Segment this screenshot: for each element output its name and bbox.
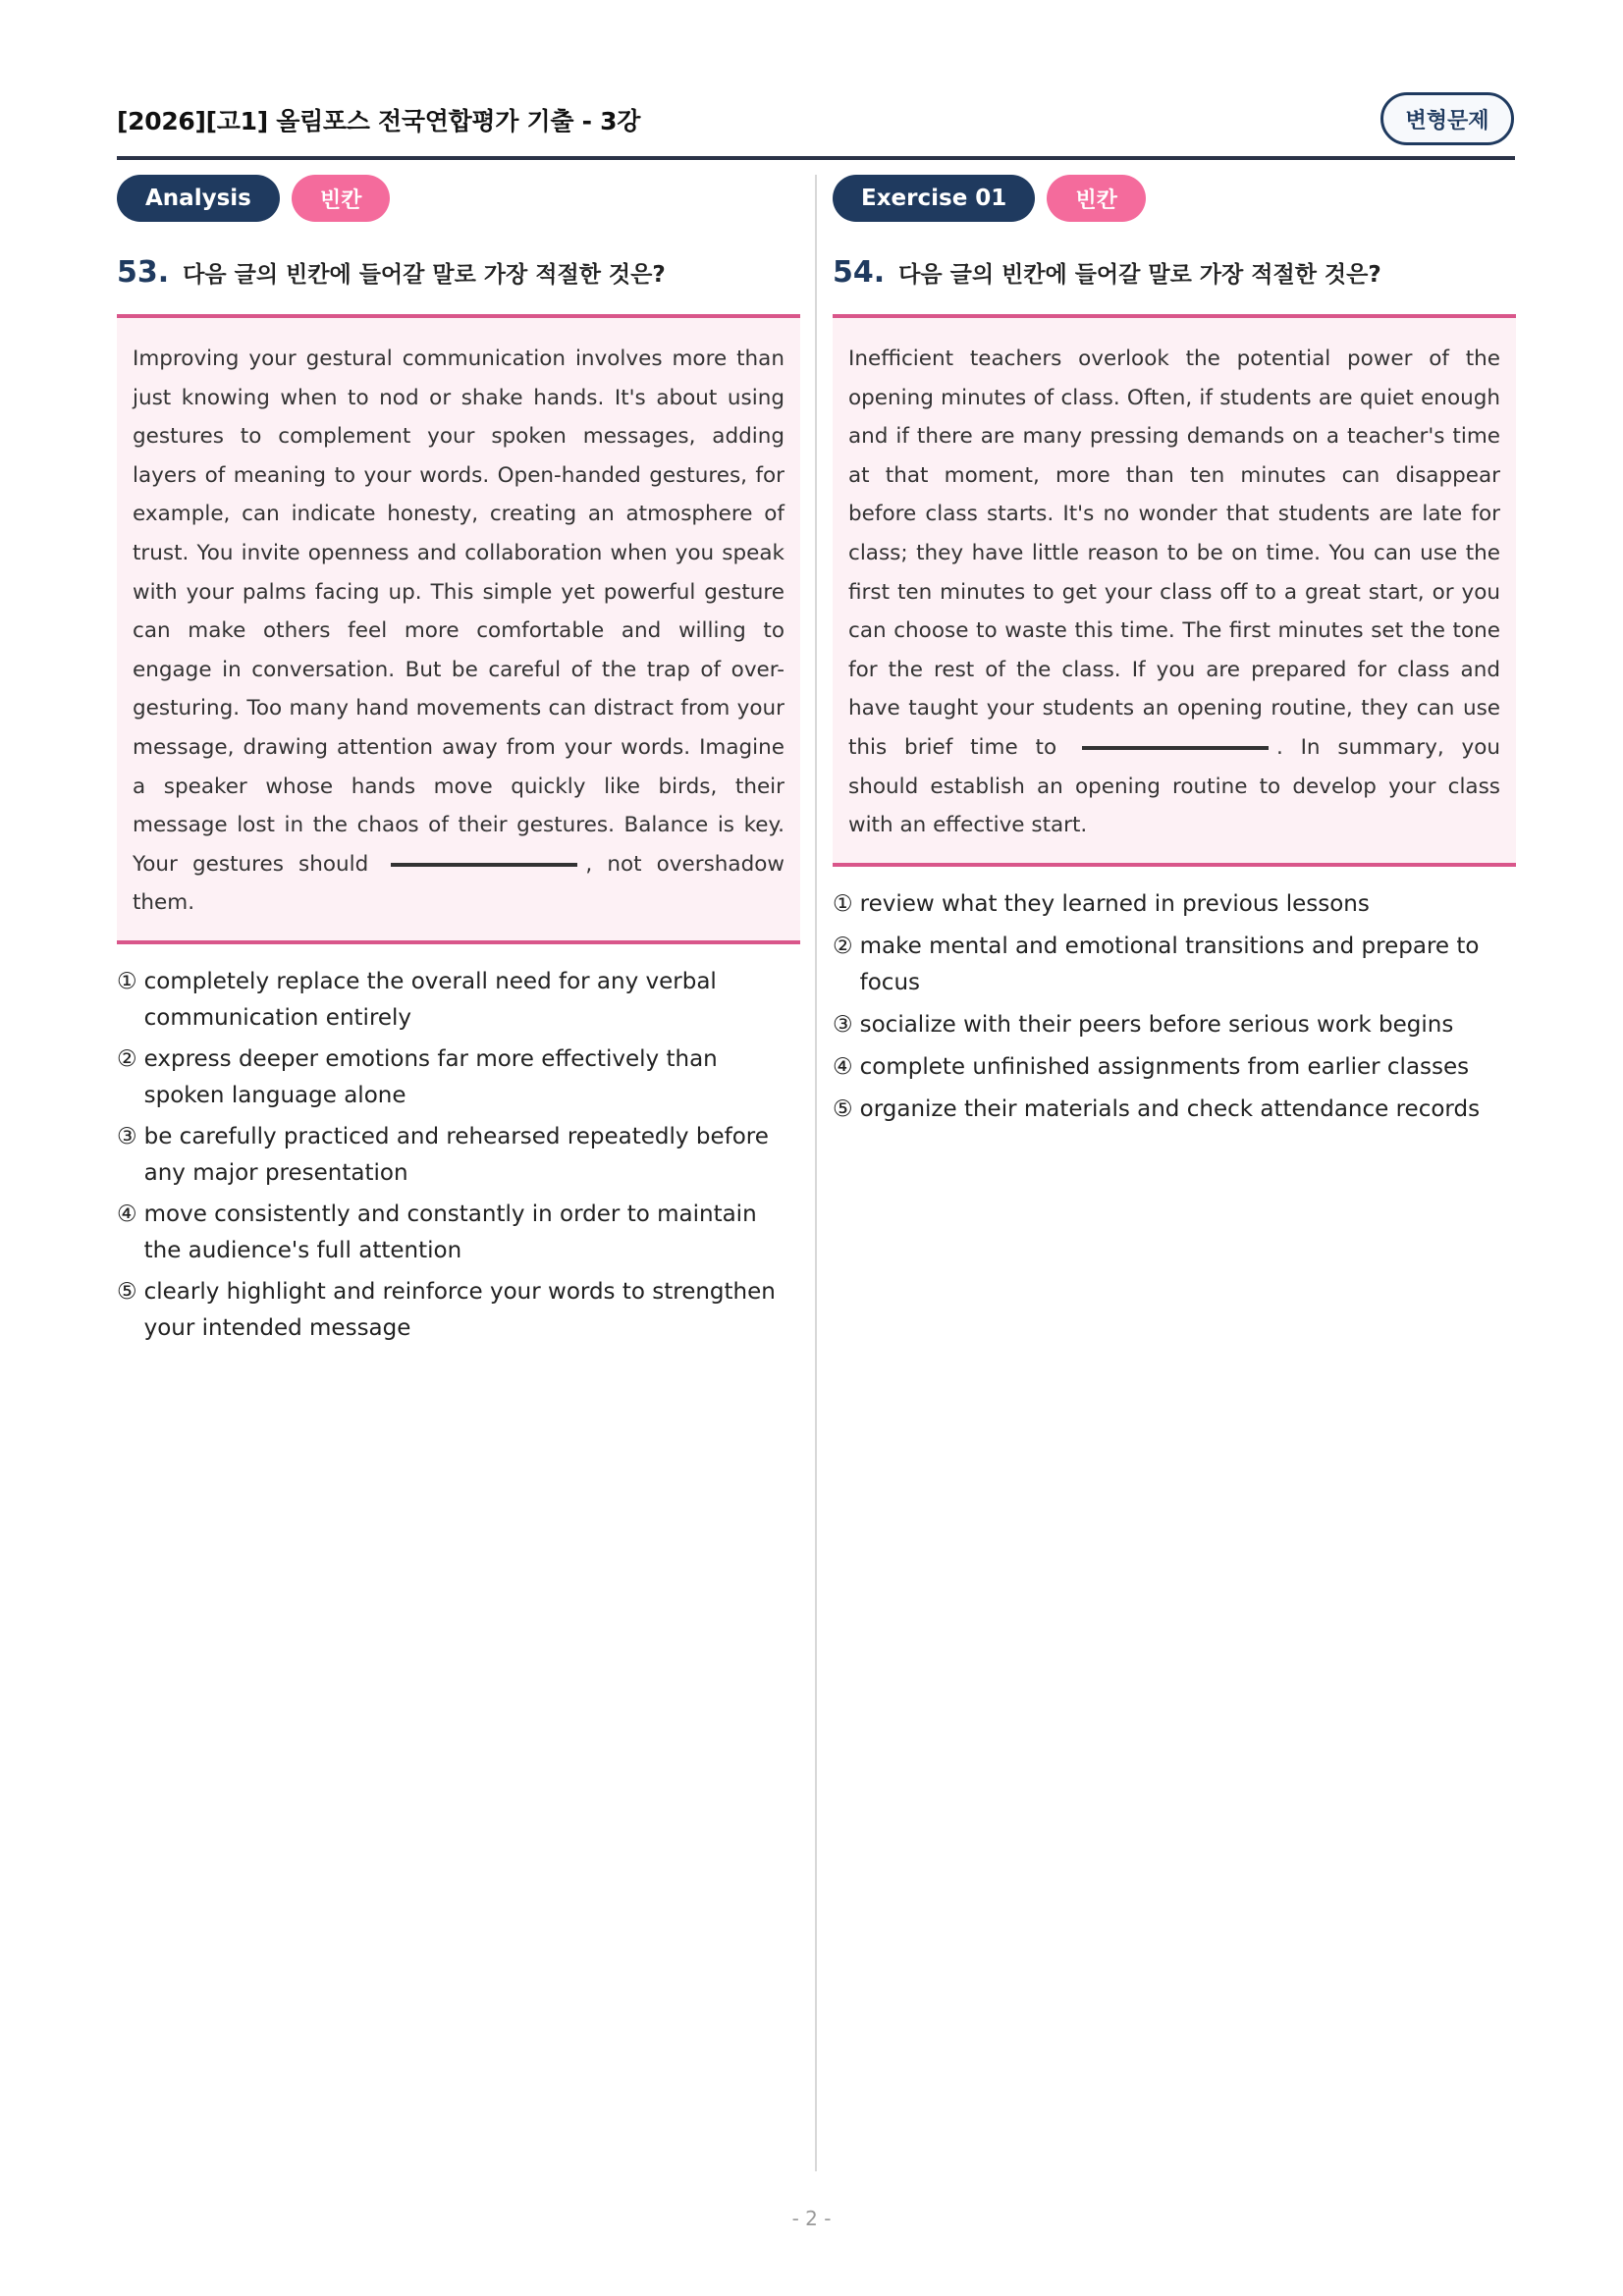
passage-box bbox=[117, 318, 800, 940]
choice-text: completely replace the overall need for any verbal communication entirely bbox=[143, 968, 717, 1031]
question-prompt: 다음 글의 빈칸에 들어갈 말로 가장 적절한 것은? bbox=[898, 262, 1381, 288]
answer-blank bbox=[1082, 746, 1269, 750]
question-number: 54. bbox=[833, 255, 886, 290]
answer-choices bbox=[833, 886, 1516, 1128]
answer-choice[interactable] bbox=[833, 929, 1516, 1001]
choice-text: complete unfinished assignments from earlier classes bbox=[859, 1053, 1470, 1080]
choice-marker: ⑤ bbox=[833, 1095, 853, 1122]
question-number: 53. bbox=[117, 255, 170, 290]
answer-choice[interactable] bbox=[833, 1092, 1516, 1128]
choice-marker: ③ bbox=[117, 1123, 137, 1149]
answer-choice[interactable] bbox=[833, 1007, 1516, 1043]
choice-text: organize their materials and check attendance records bbox=[859, 1095, 1481, 1122]
choice-marker: ④ bbox=[833, 1053, 853, 1080]
passage-box bbox=[833, 318, 1516, 863]
question-53-column bbox=[117, 175, 800, 1352]
choice-marker: ② bbox=[833, 933, 853, 959]
section-tag: Analysis bbox=[117, 175, 280, 222]
column-divider bbox=[815, 175, 817, 2171]
question-prompt: 다음 글의 빈칸에 들어갈 말로 가장 적절한 것은? bbox=[183, 262, 666, 288]
question-type-tag: 빈칸 bbox=[1047, 175, 1146, 222]
page-title: [2026][고1] 올림포스 전국연합평가 기출 - 3강 bbox=[117, 107, 641, 135]
answer-choice[interactable] bbox=[117, 1197, 800, 1269]
choice-text: clearly highlight and reinforce your words to strengthen your intended message bbox=[143, 1278, 776, 1341]
question-heading bbox=[117, 255, 800, 294]
answer-choice[interactable] bbox=[117, 964, 800, 1037]
section-tag: Exercise 01 bbox=[833, 175, 1035, 222]
variant-badge: 변형문제 bbox=[1380, 92, 1514, 145]
answer-blank bbox=[391, 863, 577, 867]
passage-body: Improving your gestural communication involves more than just knowing when to nod or shake hands. It's about using gestures to complement your spoken messages, adding layers of meaning to your words. Open-handed gestures, for example, can indicate honesty, creating an atmosphere of trust. You invite openness and collaboration when you speak with your palms facing up. This simple yet powerful gesture can make others feel more comfortable and willing to engage in conversation. But be careful of the trap of over-gesturing. Too many hand movements can distract from your message, drawing attention away from your words. Imagine a speaker whose hands move quickly like birds, their message lost in the chaos of their gestures. Balance is key. Your gestures should bbox=[133, 347, 784, 877]
header-divider bbox=[117, 156, 1515, 160]
question-type-tag: 빈칸 bbox=[292, 175, 391, 222]
question-54-column bbox=[833, 175, 1516, 1134]
choice-text: socialize with their peers before serious work begins bbox=[859, 1011, 1454, 1038]
choice-marker: ④ bbox=[117, 1201, 137, 1227]
choice-marker: ① bbox=[833, 890, 853, 917]
passage-text bbox=[848, 340, 1500, 845]
passage-body: Inefficient teachers overlook the potential power of the opening minutes of class. Often, if students are quiet enough and if there are many pressing demands on a teacher's time at that moment, more than ten minutes can disappear before class starts. It's no wonder that students are late for class; they have little reason to be on time. You can use the first ten minutes to get your class off to a great start, or you can choose to waste this time. The first minutes set the tone for the rest of the class. If you are prepared for class and have taught your students an opening routine, they can use this brief time to bbox=[848, 347, 1500, 760]
answer-choice[interactable] bbox=[833, 1049, 1516, 1086]
page-number: - 2 - bbox=[791, 2207, 832, 2230]
choice-marker: ② bbox=[117, 1045, 137, 1072]
passage-ending: . In summary, you should establish an opening routine to develop your class with an effective start. bbox=[848, 734, 1500, 838]
passage-text bbox=[133, 340, 784, 923]
choice-text: express deeper emotions far more effectively than spoken language alone bbox=[143, 1045, 718, 1108]
question-heading bbox=[833, 255, 1516, 294]
choice-marker: ① bbox=[117, 968, 137, 994]
choice-marker: ⑤ bbox=[117, 1278, 137, 1305]
answer-choice[interactable] bbox=[117, 1274, 800, 1347]
answer-choice[interactable] bbox=[117, 1119, 800, 1192]
answer-choice[interactable] bbox=[117, 1041, 800, 1114]
answer-choice[interactable] bbox=[833, 886, 1516, 923]
choice-text: move consistently and constantly in order to maintain the audience's full attention bbox=[143, 1201, 757, 1263]
answer-choices bbox=[117, 964, 800, 1347]
tag-row bbox=[117, 175, 800, 222]
choice-text: review what they learned in previous lessons bbox=[859, 890, 1370, 917]
passage-rule bbox=[117, 940, 800, 944]
choice-text: make mental and emotional transitions and prepare to focus bbox=[859, 933, 1480, 995]
passage-ending: , not overshadow them. bbox=[133, 851, 784, 916]
choice-text: be carefully practiced and rehearsed repeatedly before any major presentation bbox=[143, 1123, 769, 1186]
tag-row bbox=[833, 175, 1516, 222]
passage-rule bbox=[833, 863, 1516, 867]
choice-marker: ③ bbox=[833, 1011, 853, 1038]
